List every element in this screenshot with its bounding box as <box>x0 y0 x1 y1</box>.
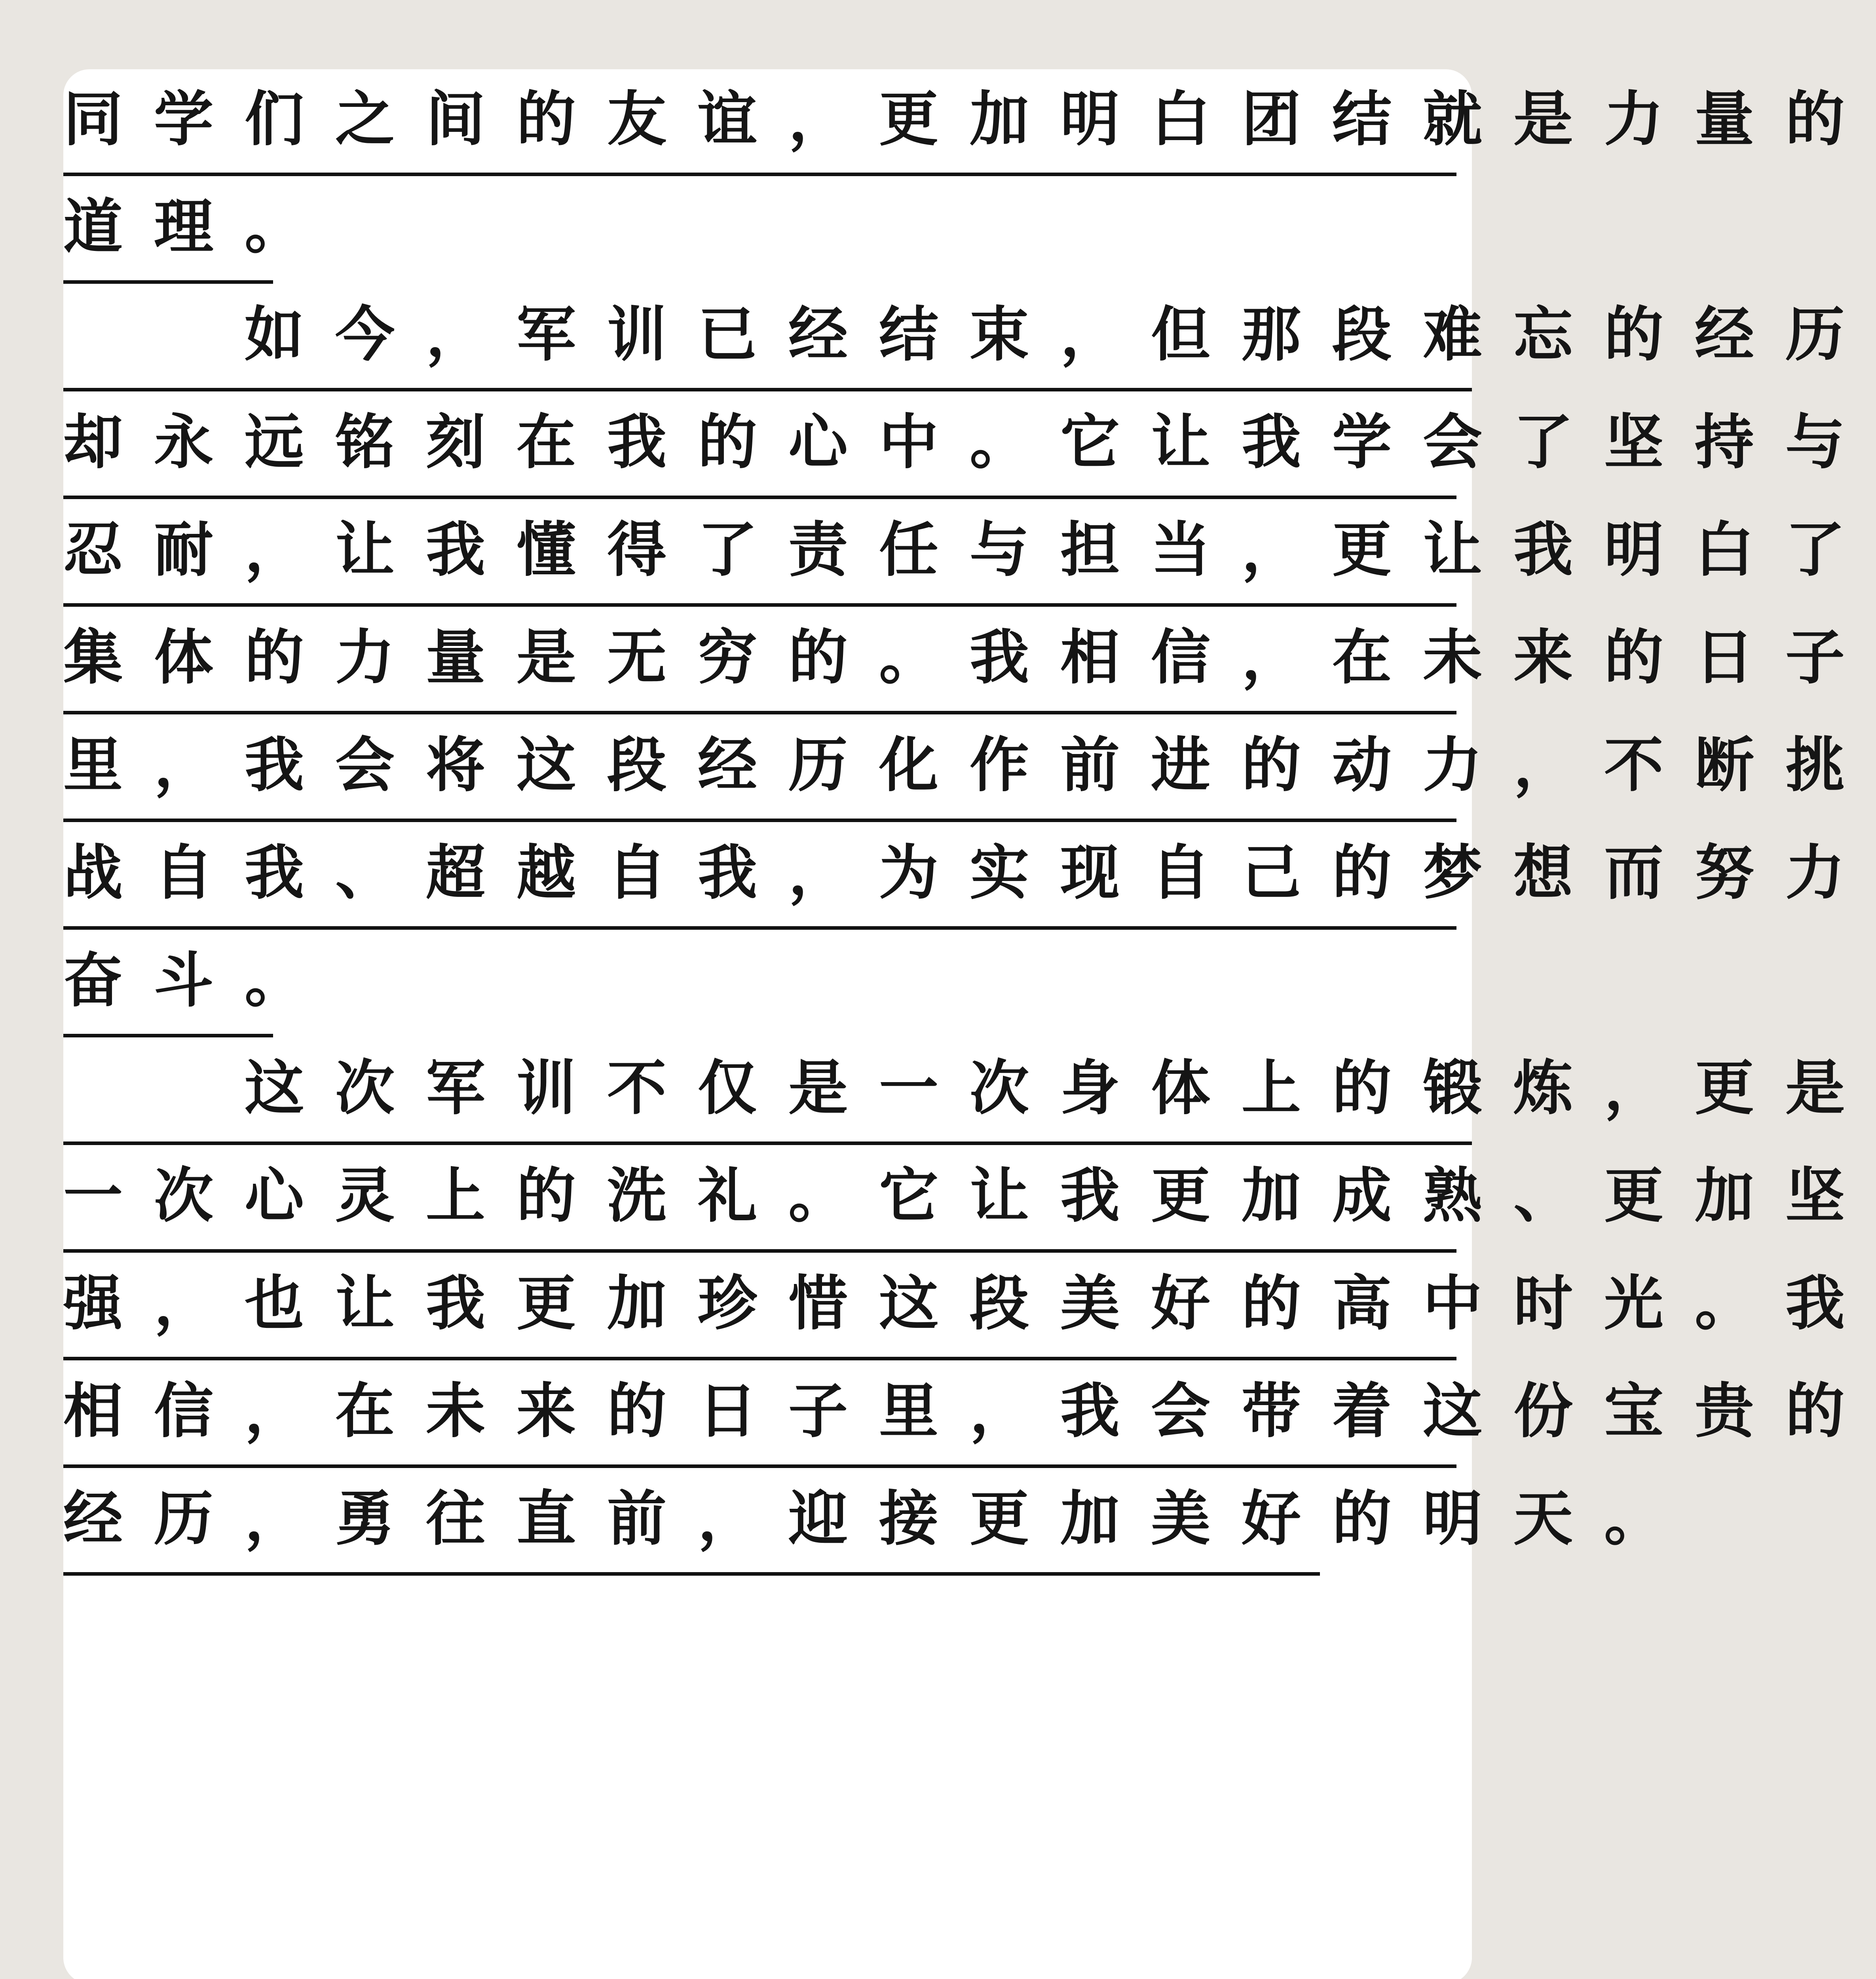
text-line: 道理。 <box>63 176 273 284</box>
text-line: 如今，军训已经结束，但那段难忘的经历 <box>63 284 1472 391</box>
text-line: 强，也让我更加珍惜这段美好的高中时光。我 <box>63 1253 1456 1360</box>
text-line: 相信，在未来的日子里，我会带着这份宝贵的 <box>63 1360 1456 1468</box>
text-line: 同学们之间的友谊，更加明白团结就是力量的 <box>63 68 1456 176</box>
text-line: 经历，勇往直前，迎接更加美好的明天。 <box>63 1468 1320 1576</box>
text-line: 却永远铭刻在我的心中。它让我学会了坚持与 <box>63 391 1456 499</box>
text-line: 这次军训不仅是一次身体上的锻炼，更是 <box>63 1037 1472 1145</box>
text-line: 一次心灵上的洗礼。它让我更加成熟、更加坚 <box>63 1145 1456 1253</box>
text-line: 里，我会将这段经历化作前进的动力，不断挑 <box>63 714 1456 822</box>
text-line: 奋斗。 <box>63 930 273 1037</box>
essay-page <box>63 69 1876 1979</box>
text-line: 集体的力量是无穷的。我相信，在未来的日子 <box>63 607 1456 714</box>
text-line: 忍耐，让我懂得了责任与担当，更让我明白了 <box>63 499 1456 607</box>
text-line: 战自我、超越自我，为实现自己的梦想而努力 <box>63 822 1456 930</box>
